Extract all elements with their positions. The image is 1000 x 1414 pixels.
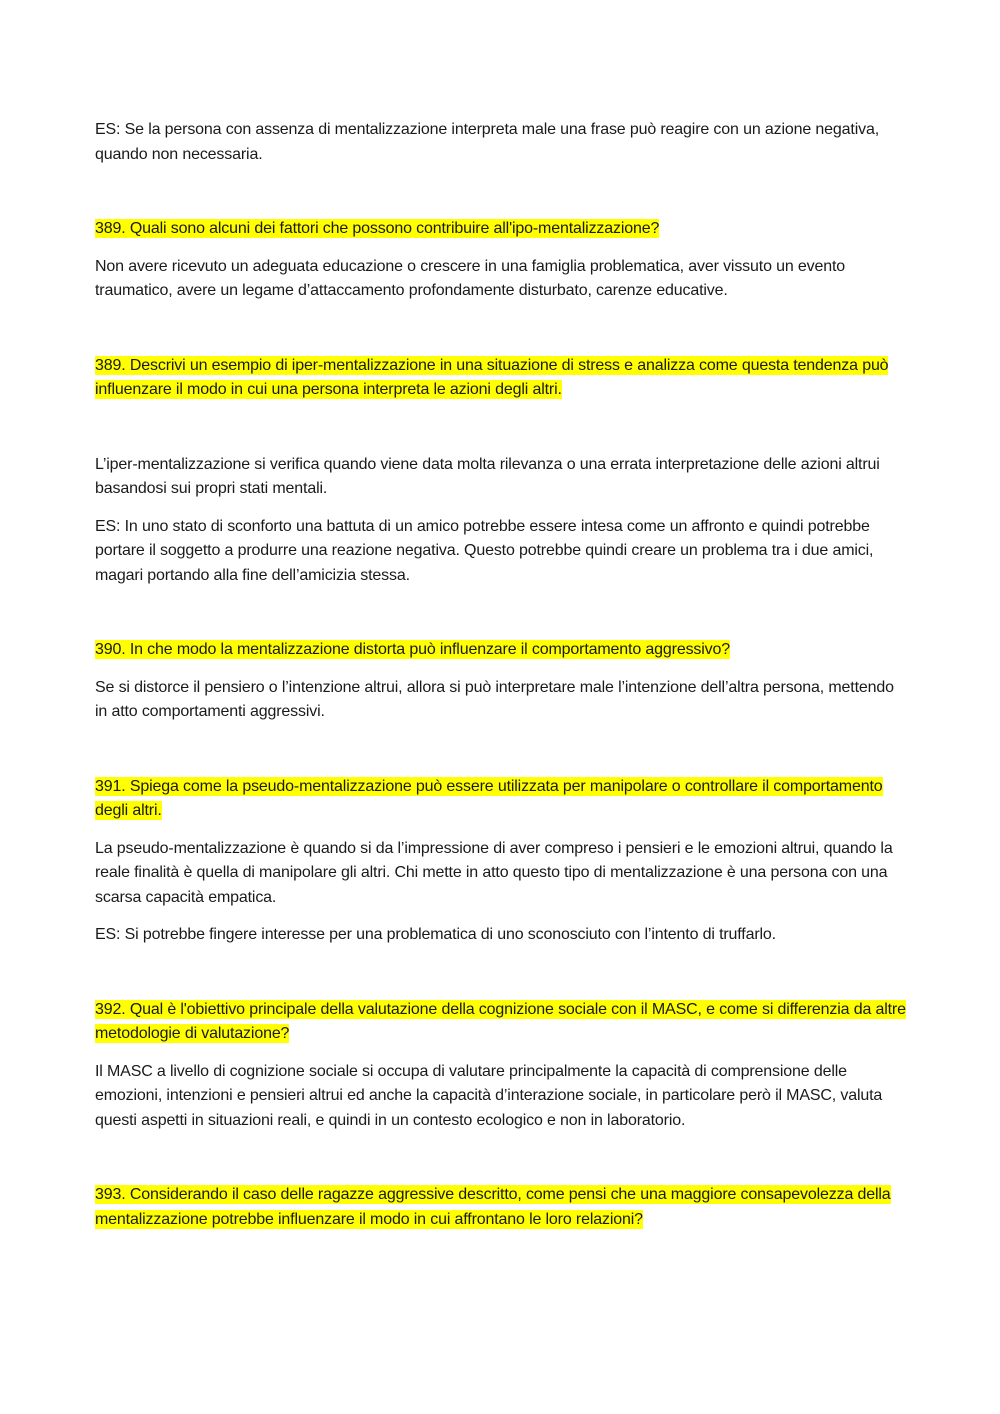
- question-392-text: 392. Qual è l'obiettivo principale della valutazione della cognizione sociale con il MASC, e come si differenzia da altre metodologie di valutazione?: [95, 1000, 906, 1042]
- question-393: [95, 1183, 910, 1232]
- answer-392: Il MASC a livello di cognizione sociale si occupa di valutare principalmente la capacità di comprensione delle emozioni, intenzioni e pensieri altrui ed anche la capacità d’interazione sociale, in particolare però il MASC, valuta questi aspetti in situazioni reali, e quindi in un contesto ecologico e non in laboratorio.: [95, 1062, 883, 1129]
- document-page: [95, 118, 910, 1232]
- answer-391: La pseudo-mentalizzazione è quando si da l’impressione di aver compreso i pensieri e le emozioni altrui, quando la reale finalità è quella di manipolare gli altri. Chi mette in atto questo tipo di mentalizzazione è una persona con una scarsa capacità empatica.: [95, 839, 893, 906]
- answer-390: Se si distorce il pensiero o l’intenzione altrui, allora si può interpretare male l’intenzione dell’altra persona, mettendo in atto comportamenti aggressivi.: [95, 678, 894, 720]
- question-389-hypo-text: 389. Quali sono alcuni dei fattori che possono contribuire all'ipo-mentalizzazione?: [95, 220, 660, 237]
- question-389-hyper-text: 389. Descrivi un esempio di iper-mentalizzazione in una situazione di stress e analizza come questa tendenza può influenzare il modo in cui una persona interpreta le azioni degli altri.: [95, 356, 889, 398]
- question-390-text: 390. In che modo la mentalizzazione distorta può influenzare il comportamento aggressivo?: [95, 641, 731, 658]
- answer-389-hyper: L’iper-mentalizzazione si verifica quando viene data molta rilevanza o una errata interpretazione delle azioni altrui basandosi sui propri stati mentali.: [95, 455, 880, 497]
- question-390: [95, 638, 910, 663]
- example-391: ES: Si potrebbe fingere interesse per una problematica di uno sconosciuto con l’intento di truffarlo.: [95, 926, 776, 943]
- question-392: [95, 998, 910, 1047]
- question-389-hypo: [95, 217, 910, 242]
- paragraph-example-hypo: ES: Se la persona con assenza di mentalizzazione interpreta male una frase può reagire con un azione negativa, quando non necessaria.: [95, 121, 879, 163]
- question-391: [95, 775, 910, 824]
- answer-389-hypo: Non avere ricevuto un adeguata educazione o crescere in una famiglia problematica, aver vissuto un evento traumatico, avere un legame d’attaccamento profondamente disturbato, carenze educative.: [95, 257, 846, 299]
- question-393-text: 393. Considerando il caso delle ragazze aggressive descritto, come pensi che una maggiore consapevolezza della mentalizzazione potrebbe influenzare il modo in cui affrontano le loro relazioni?: [95, 1186, 891, 1228]
- example-389-hyper: ES: In uno stato di sconforto una battuta di un amico potrebbe essere intesa come un affronto e quindi potrebbe portare il soggetto a produrre una reazione negativa. Questo potrebbe quindi creare un problema tra i due amici, magari portando alla fine dell’amicizia stessa.: [95, 517, 874, 584]
- question-391-text: 391. Spiega come la pseudo-mentalizzazione può essere utilizzata per manipolare o controllare il comportamento degli altri.: [95, 777, 883, 819]
- question-389-hyper: [95, 354, 910, 403]
